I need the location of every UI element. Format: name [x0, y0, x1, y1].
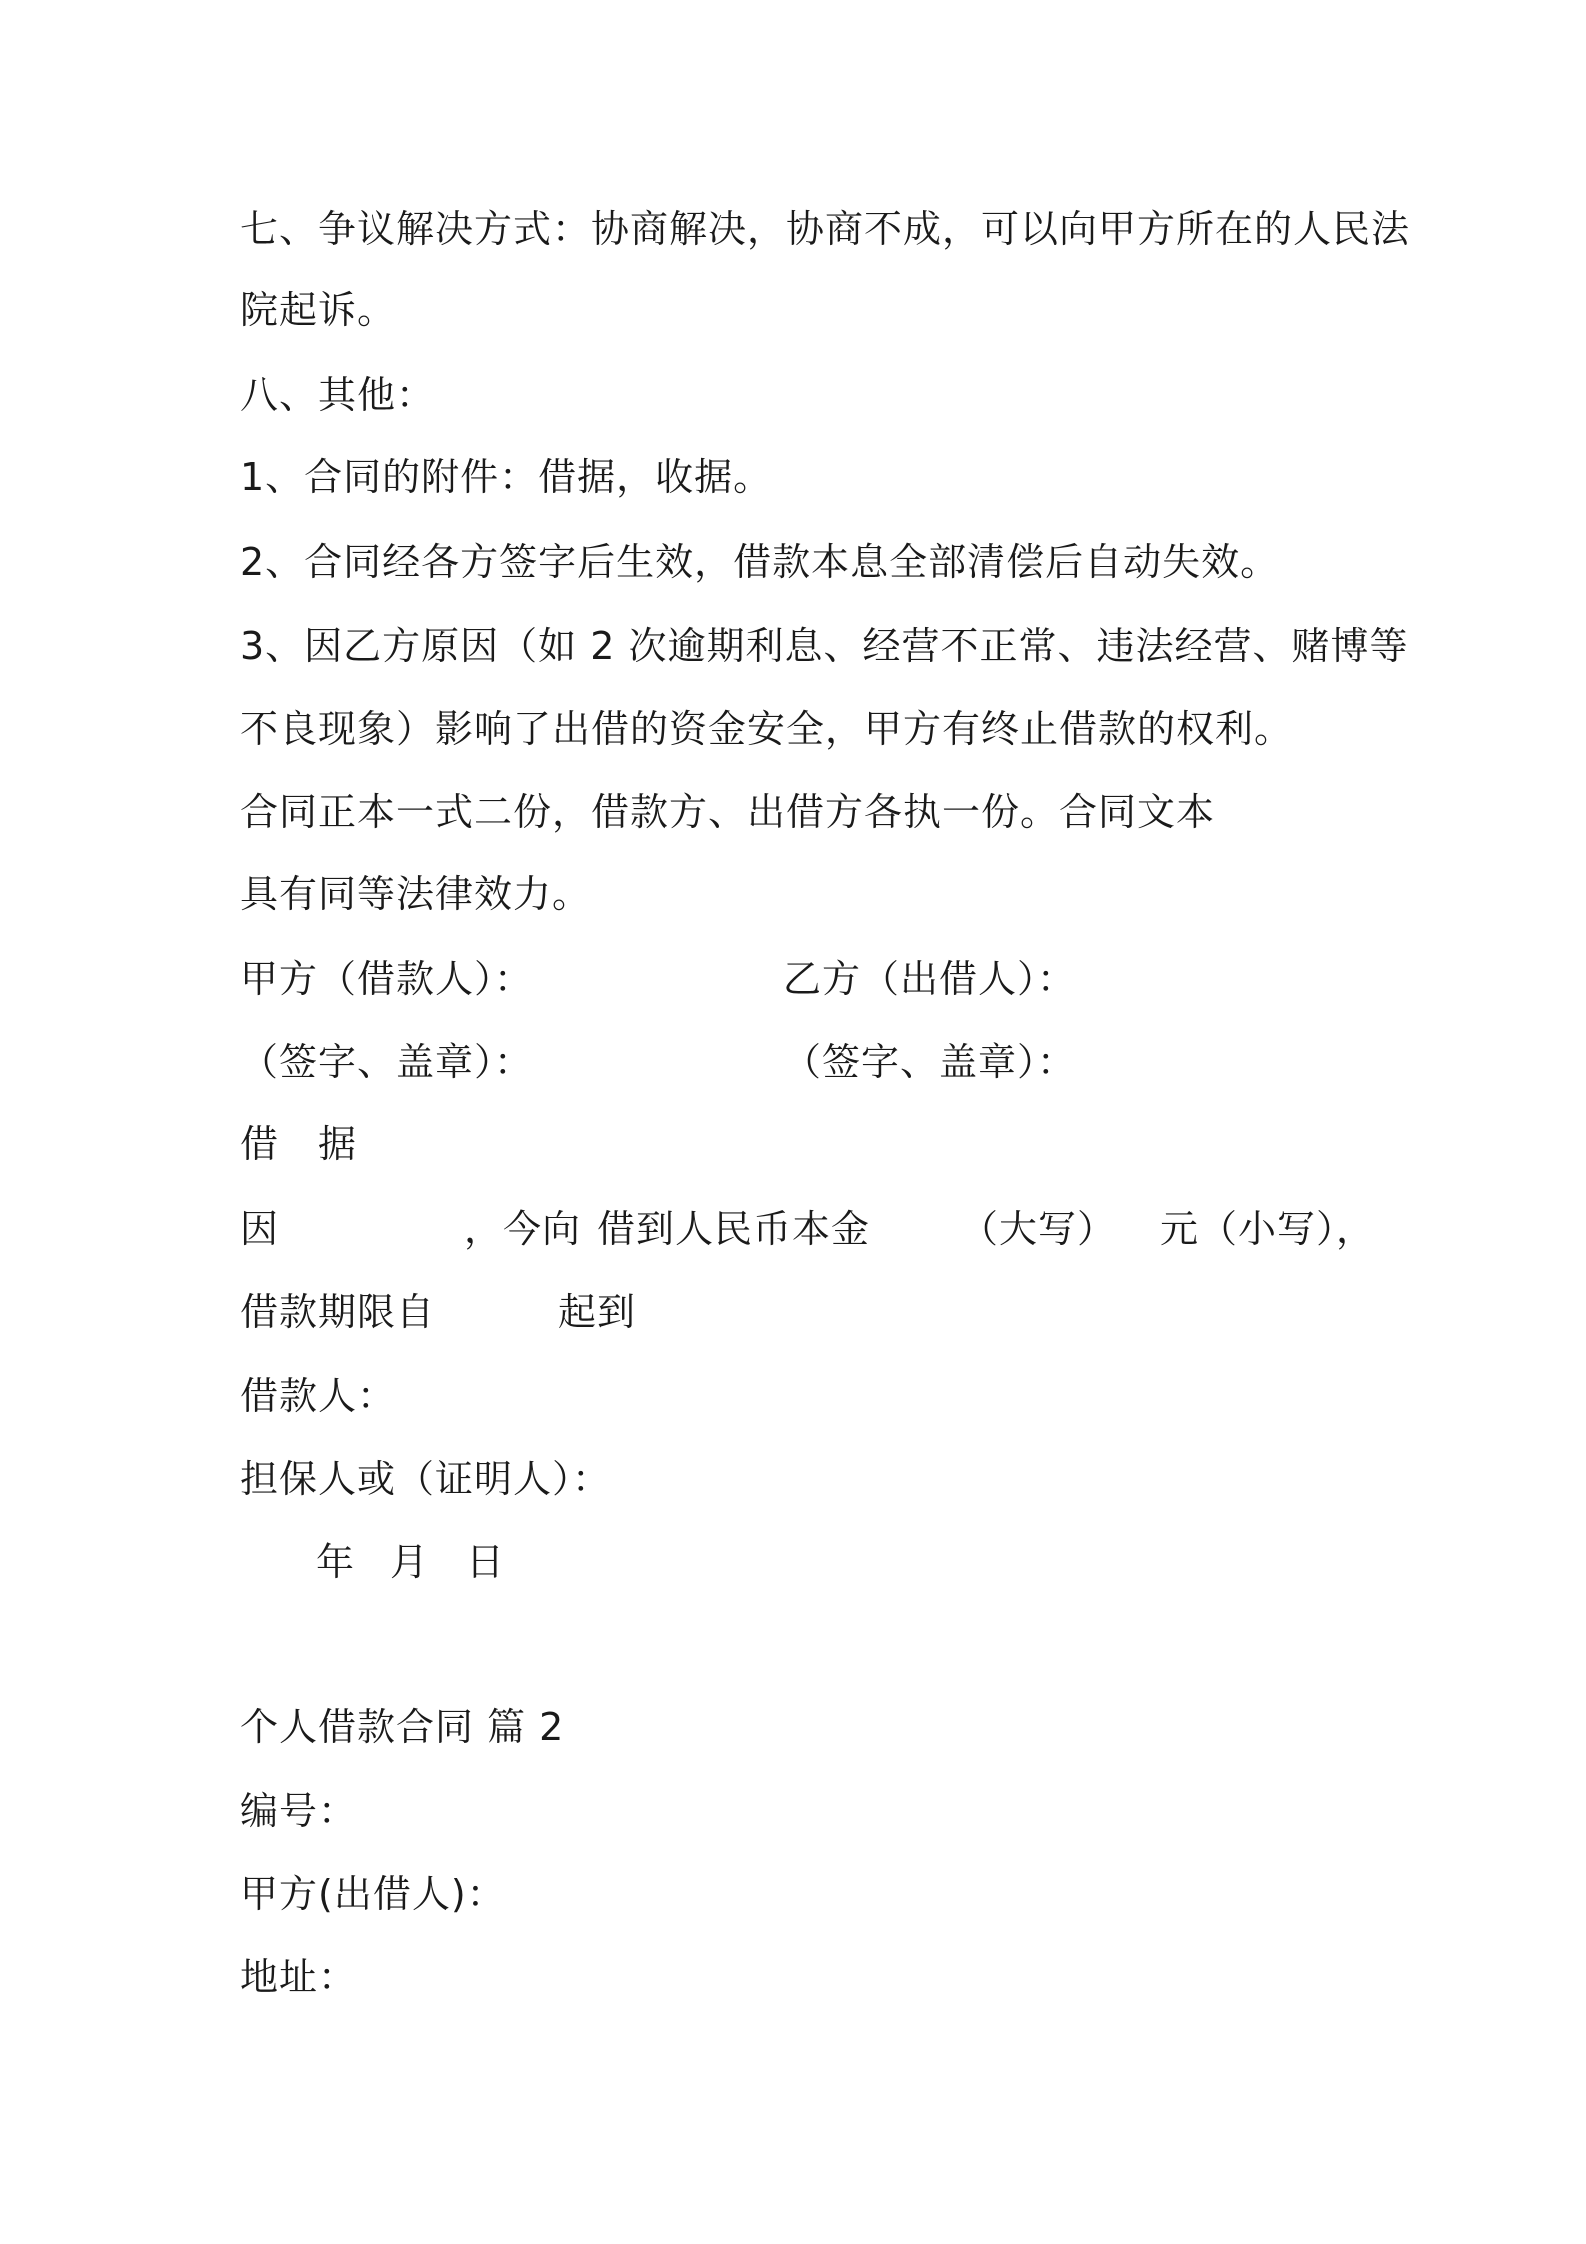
borrower-label: 借款人：	[240, 1374, 397, 1418]
date-year: 年	[316, 1540, 356, 1584]
contract-2-title: 个人借款合同 篇 2	[240, 1705, 565, 1749]
item-3-line-2: 不良现象）影响了出借的资金安全，甲方有终止借款的权利。	[240, 707, 1294, 751]
section-7-line-2: 院起诉。	[240, 288, 397, 332]
date-month: 月	[390, 1540, 430, 1584]
section-7-line-1: 七、争议解决方式：协商解决，协商不成，可以向甲方所在的人民法	[240, 207, 1411, 251]
iou-lowercase: 元（小写），	[1160, 1207, 1376, 1251]
iou-term-from: 借款期限自	[240, 1290, 436, 1334]
guarantor-label: 担保人或（证明人）：	[240, 1457, 612, 1501]
iou-term-to: 起到	[558, 1290, 637, 1334]
item-1: 1、合同的附件：借据，收据。	[240, 455, 773, 499]
iou-principal: 借到人民币本金	[597, 1207, 871, 1251]
party-a-label: 甲方（借款人）：	[240, 957, 534, 1001]
item-3-line-1: 3、因乙方原因（如 2 次逾期利息、经营不正常、违法经营、赌博等	[240, 624, 1409, 668]
iou-title: 借 据	[240, 1122, 358, 1166]
iou-borrow-from: ，今向	[464, 1207, 582, 1251]
iou-reason: 因	[240, 1207, 280, 1251]
copies-line-1: 合同正本一式二份，借款方、出借方各执一份。合同文本	[240, 790, 1216, 834]
iou-uppercase: （大写）	[960, 1207, 1117, 1251]
sign-b-label: （签字、盖章）：	[783, 1040, 1077, 1084]
item-2: 2、合同经各方签字后生效，借款本息全部清偿后自动失效。	[240, 540, 1280, 584]
contract-2-address: 地址：	[240, 1955, 358, 1999]
section-8-heading: 八、其他：	[240, 373, 436, 417]
party-b-label: 乙方（出借人）：	[783, 957, 1077, 1001]
date-day: 日	[466, 1540, 506, 1584]
contract-2-party-a: 甲方(出借人)：	[240, 1872, 506, 1916]
contract-2-number: 编号：	[240, 1789, 358, 1833]
sign-a-label: （签字、盖章）：	[240, 1040, 534, 1084]
copies-line-2: 具有同等法律效力。	[240, 872, 592, 916]
